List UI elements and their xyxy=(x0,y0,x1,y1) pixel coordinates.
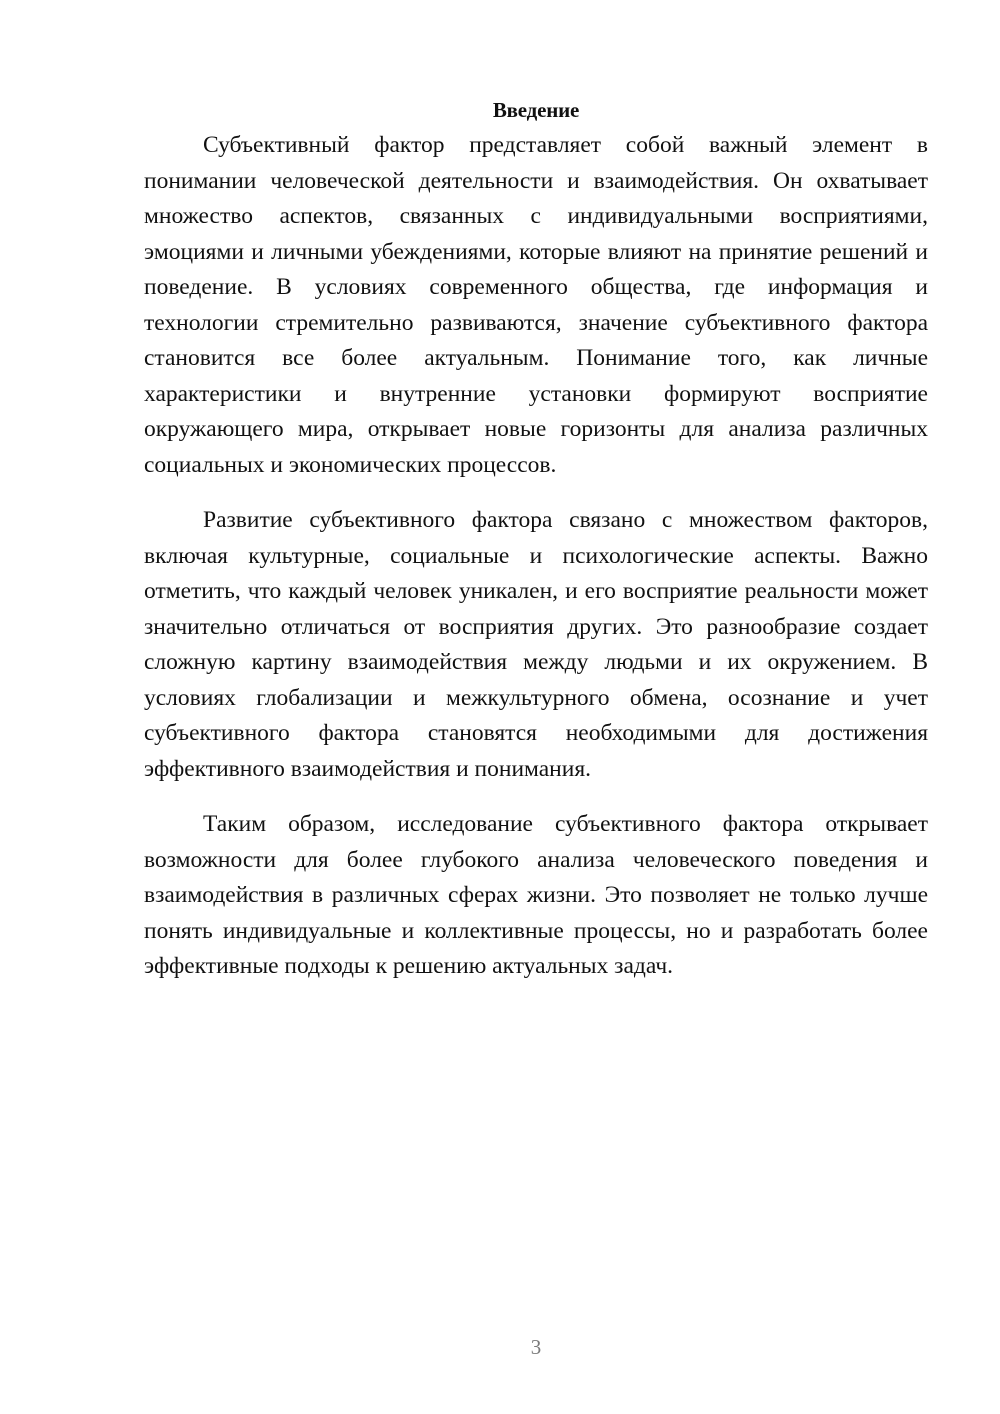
paragraph-2: Развитие субъективного фактора связано с множеством факторов, включая культурные, социальные и психологические аспекты. Важно отметить, что каждый человек уникален, и его восприятие реальности может значительно отличаться от восприятия других. Это разнообразие создает сложную картину взаимодействия между людьми и их окружением. В условиях глобализации и межкультурного обмена, осознание и учет субъективного фактора становятся необходимыми для достижения эффективного взаимодействия и понимания. xyxy=(144,507,928,782)
page-number: 3 xyxy=(530,1335,542,1359)
paragraph-3: Таким образом, исследование субъективного фактора открывает возможности для более глубокого анализа человеческого поведения и взаимодействия в различных сферах жизни. Это позволяет не только лучше понять индивидуальные и коллективные процессы, но и разработать более эффективные подходы к решению актуальных задач. xyxy=(144,811,928,979)
page-content xyxy=(144,94,928,1005)
section-heading: Введение xyxy=(492,98,580,122)
paragraph-1: Субъективный фактор представляет собой важный элемент в понимании человеческой деятельности и взаимодействия. Он охватывает множество аспектов, связанных с индивидуальными восприятиями, эмоциями и личными убеждениями, которые влияют на принятие решений и поведение. В условиях современного общества, где информация и технологии стремительно развиваются, значение субъективного фактора становится все более актуальным. Понимание того, как личные характеристики и внутренние установки формируют восприятие окружающего мира, открывает новые горизонты для анализа различных социальных и экономических процессов. xyxy=(144,132,928,478)
